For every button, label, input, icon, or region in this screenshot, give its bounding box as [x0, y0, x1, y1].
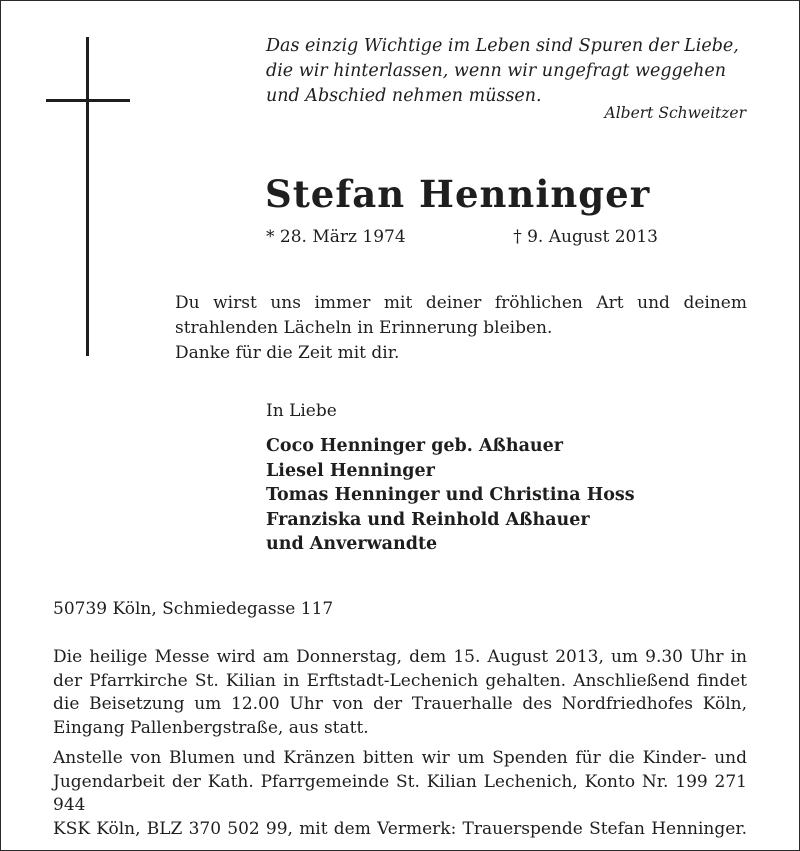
mourners-list — [266, 434, 635, 557]
service-line: die Beisetzung um 12.00 Uhr von der Trauerhalle des Nordfriedhofes Köln, — [53, 694, 747, 714]
mourner-name: Franziska und Reinhold Aßhauer — [266, 509, 590, 530]
service-line: der Pfarrkirche St. Kilian in Erftstadt-Lechenich gehalten. Anschließend findet — [53, 670, 747, 691]
mourner-name: und Anverwandte — [266, 534, 438, 554]
cross-symbol-beam — [46, 99, 130, 102]
cross-symbol — [86, 37, 89, 356]
mourners-intro: In Liebe — [266, 401, 337, 421]
message-line: Du wirst uns immer mit deiner fröhlichen Art und deinem — [175, 293, 747, 313]
mourner-name: Liesel Henninger — [266, 460, 435, 481]
birth-date: * 28. März 1974 — [266, 227, 406, 247]
donation-line: Anstelle von Blumen und Kränzen bitten wir um Spenden für die Kinder- und — [53, 748, 747, 768]
death-date: † 9. August 2013 — [513, 227, 658, 247]
quote-line: die wir hinterlassen, wenn wir ungefragt weggehen — [266, 61, 726, 81]
service-line: Eingang Pallenbergstraße, aus statt. — [53, 717, 369, 738]
service-details — [53, 646, 747, 740]
quote-line: Das einzig Wichtige im Leben sind Spuren der Liebe, — [266, 36, 739, 56]
family-address: 50739 Köln, Schmiedegasse 117 — [53, 599, 334, 619]
quote-line: und Abschied nehmen müssen. — [266, 86, 542, 106]
epitaph-quote — [266, 34, 756, 109]
farewell-message — [175, 291, 747, 366]
message-line: strahlenden Lächeln in Erinnerung bleiben. — [175, 318, 553, 338]
donation-line: Jugendarbeit der Kath. Pfarrgemeinde St. Kilian Lechenich, Konto Nr. 199 271 944 — [53, 771, 747, 815]
donation-request — [53, 747, 747, 841]
deceased-name: Stefan Henninger — [265, 172, 651, 216]
mourner-name: Tomas Henninger und Christina Hoss — [266, 485, 635, 505]
message-line: Danke für die Zeit mit dir. — [175, 343, 400, 363]
quote-author: Albert Schweitzer — [604, 104, 746, 122]
service-line: Die heilige Messe wird am Donnerstag, dem 15. August 2013, um 9.30 Uhr in — [53, 647, 747, 667]
donation-line: KSK Köln, BLZ 370 502 99, mit dem Vermerk: Trauerspende Stefan Henninger. — [53, 818, 747, 839]
mourner-name: Coco Henninger geb. Aßhauer — [266, 436, 563, 456]
